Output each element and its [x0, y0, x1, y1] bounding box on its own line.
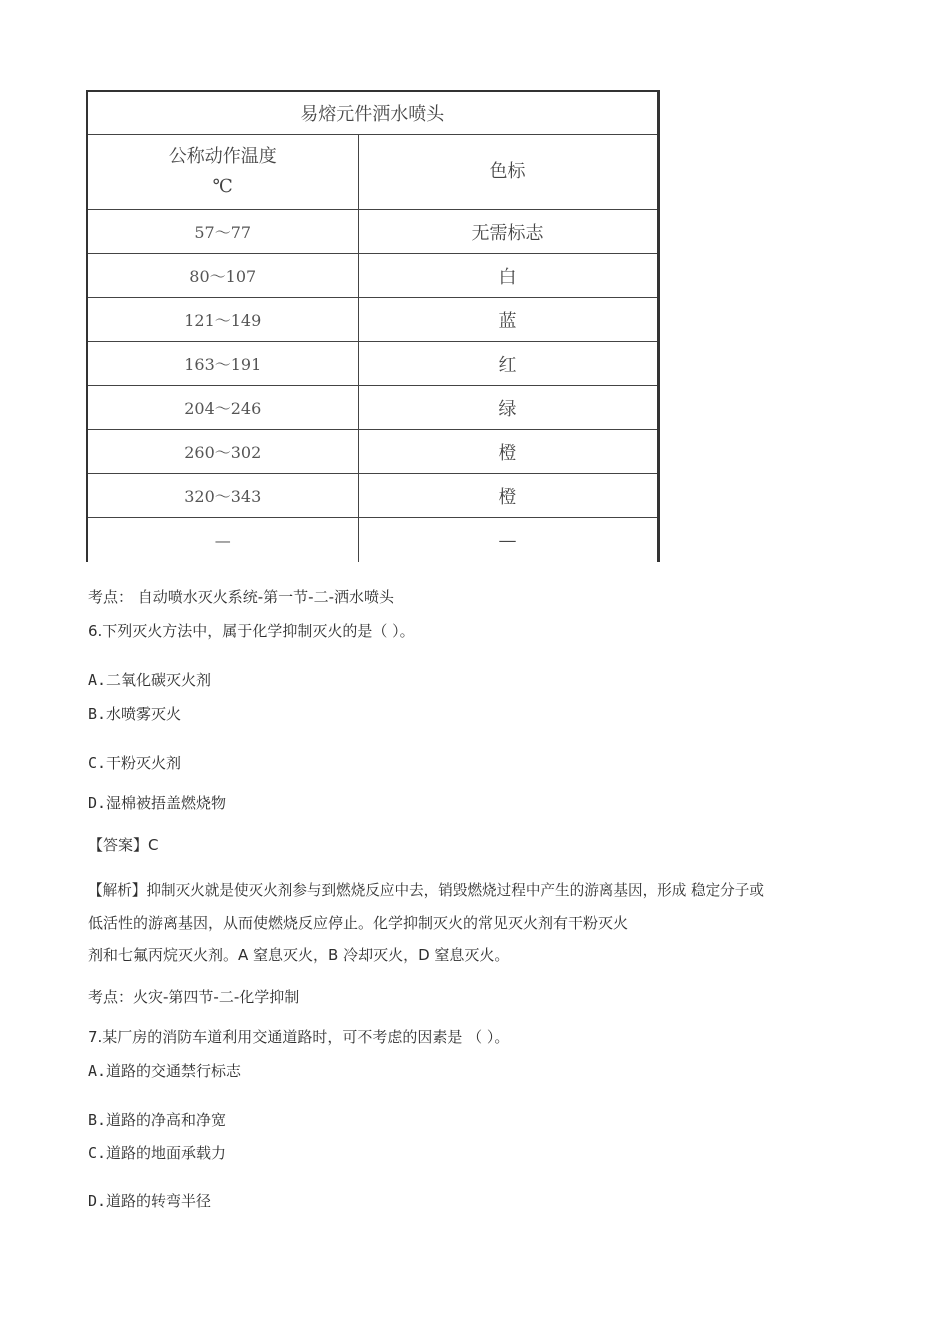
q6-analysis-line3: 剂和七氟丙烷灭火剂。A 窒息灭火，B 冷却灭火，D 窒息灭火。	[88, 946, 510, 964]
q6-exam-point: 考点：火灾-第四节-二-化学抑制	[88, 988, 300, 1006]
table-row	[87, 298, 658, 342]
temp-range: 260～302	[87, 430, 358, 474]
header-temperature-unit: ℃	[212, 176, 233, 197]
q7-option-c: C.道路的地面承载力	[88, 1144, 227, 1162]
header-color: 色标	[358, 135, 658, 210]
table-row	[87, 518, 658, 563]
q7-option-a: A.道路的交通禁行标志	[88, 1062, 242, 1080]
table-title: 易熔元件洒水喷头	[87, 91, 658, 135]
color-mark: —	[358, 518, 658, 563]
temp-range: 204～246	[87, 386, 358, 430]
q6-option-b: B.水喷雾灭火	[88, 705, 182, 723]
q6-answer: 【答案】C	[88, 836, 159, 854]
table-row	[87, 430, 658, 474]
temp-range: 57～77	[87, 210, 358, 254]
color-mark: 绿	[358, 386, 658, 430]
sprinkler-table-image	[86, 90, 657, 564]
table-row	[87, 342, 658, 386]
q7-option-d: D.道路的转弯半径	[88, 1192, 212, 1210]
q6-question: 6.下列灭火方法中，属于化学抑制灭火的是（ ）。	[88, 622, 415, 640]
q6-option-d: D.湿棉被捂盖燃烧物	[88, 794, 227, 812]
color-mark: 无需标志	[358, 210, 658, 254]
color-mark: 蓝	[358, 298, 658, 342]
color-mark: 红	[358, 342, 658, 386]
temp-range: 80～107	[87, 254, 358, 298]
header-temperature	[87, 135, 358, 210]
q6-analysis-line2: 低活性的游离基因，从而使燃烧反应停止。化学抑制灭火的常见灭火剂有干粉灭火	[88, 914, 629, 932]
temp-range: 121～149	[87, 298, 358, 342]
table-row	[87, 210, 658, 254]
temp-range: 320～343	[87, 474, 358, 518]
q5-exam-point: 考点： 自动喷水灭火系统-第一节-二-洒水喷头	[88, 588, 395, 606]
temp-range: —	[87, 518, 358, 563]
color-mark: 橙	[358, 474, 658, 518]
sprinkler-color-table	[86, 90, 660, 562]
q7-option-b: B.道路的净高和净宽	[88, 1111, 227, 1129]
table-row	[87, 474, 658, 518]
q6-analysis-line1: 【解析】抑制灭火就是使灭火剂参与到燃烧反应中去，销毁燃烧过程中产生的游离基因，形成 稳定分子或	[88, 882, 764, 899]
q6-option-a: A.二氧化碳灭火剂	[88, 671, 212, 689]
table-row	[87, 254, 658, 298]
temp-range: 163～191	[87, 342, 358, 386]
q6-option-c: C.干粉灭火剂	[88, 754, 182, 772]
table-row	[87, 386, 658, 430]
color-mark: 橙	[358, 430, 658, 474]
q7-question: 7.某厂房的消防车道利用交通道路时，可不考虑的因素是 （ ）。	[88, 1028, 510, 1046]
header-temperature-label: 公称动作温度	[168, 146, 277, 167]
color-mark: 白	[358, 254, 658, 298]
